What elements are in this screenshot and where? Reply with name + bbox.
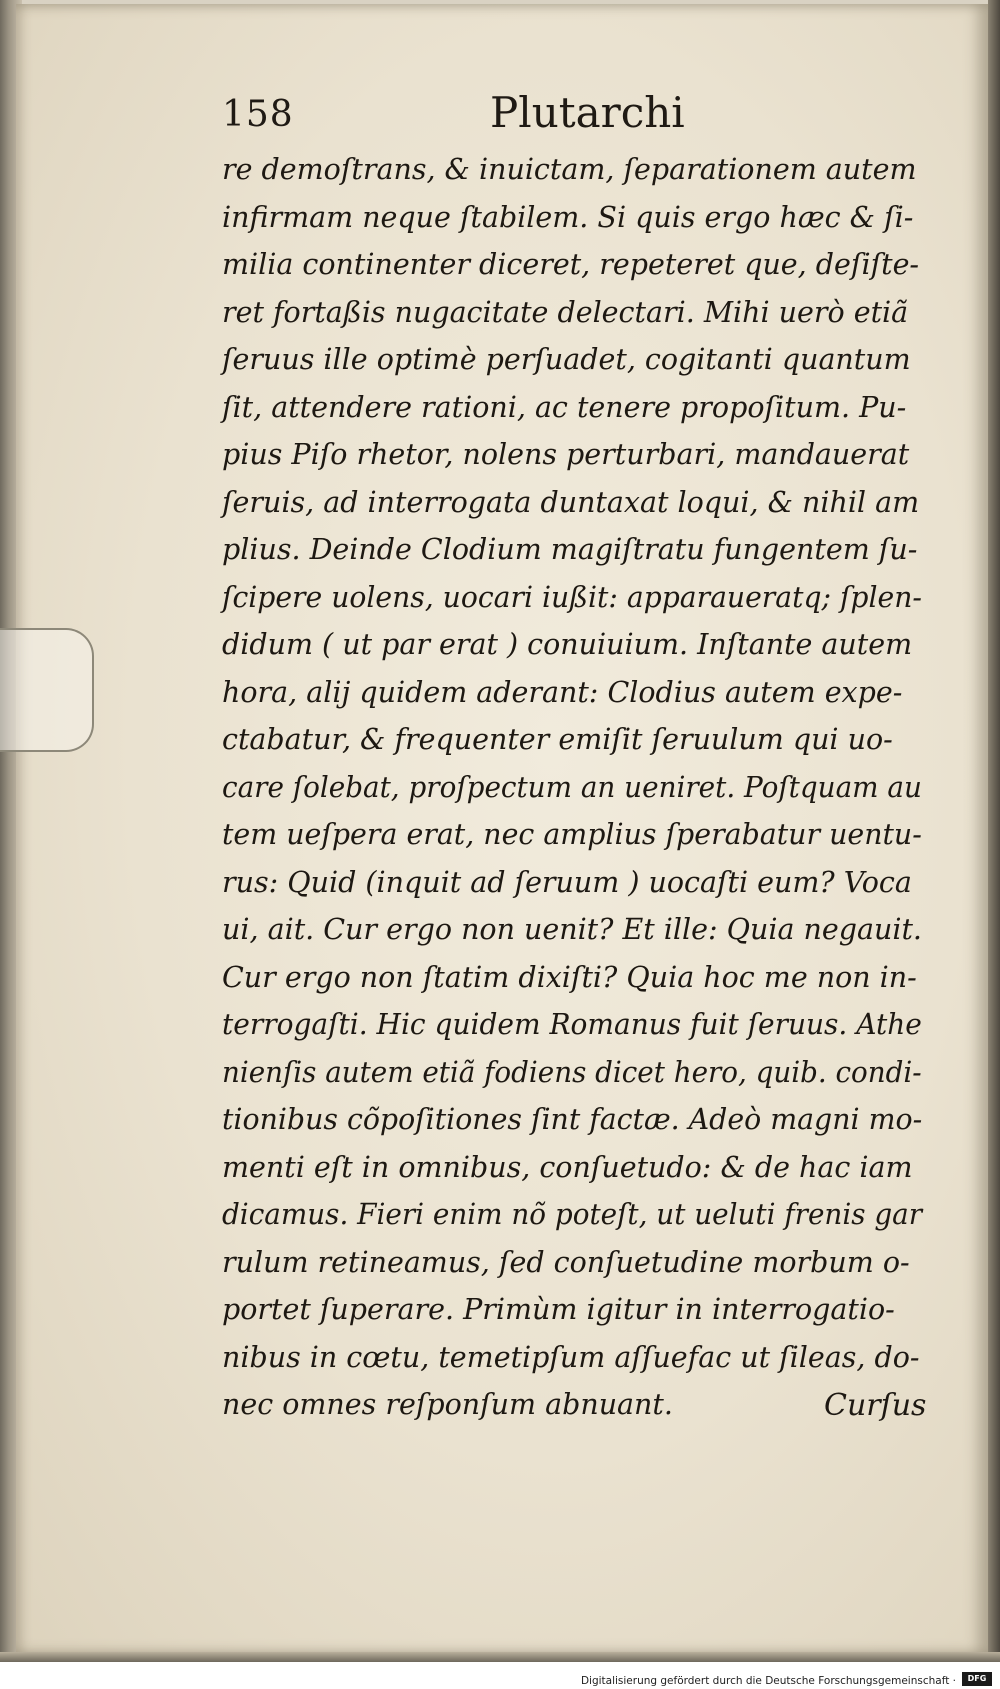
text-line: ui, ait. Cur ergo non uenit? Et ille: Quia negauit. [222, 913, 922, 946]
page-header [220, 88, 920, 148]
text-line: tem ueſpera erat, nec amplius ſperabatur uentu- [222, 818, 922, 851]
digitization-credit-bar [0, 1662, 1000, 1689]
text-line: didum ( ut par erat ) conuiuium. Inſtante autem [222, 628, 913, 661]
text-line: Cur ergo non ſtatim dixiſti? Quia hoc me non in- [222, 960, 917, 994]
page-clip-tab [0, 628, 94, 752]
page-bottom-edge [0, 1652, 1000, 1662]
text-line: ſeruis, ad interrogata duntaxat loqui, & nihil am [222, 485, 920, 519]
text-line: rulum retineamus, ſed conſuetudine morbum o- [222, 1245, 910, 1279]
text-line: ſcipere uolens, uocari iußit: apparaueratq; ſplen- [222, 580, 922, 614]
text-line: terrogaſti. Hic quidem Romanus fuit ſeruus. Athe [222, 1008, 922, 1041]
dfg-logo-icon: DFG [962, 1672, 992, 1686]
text-line: hora, alij quidem aderant: Clodius autem expe- [222, 675, 903, 709]
page-right-shadow [988, 0, 1000, 1660]
text-line: ret fortaßis nugacitate delectari. Mihi uerò etiã [222, 295, 909, 329]
page-number: 158 [222, 94, 294, 135]
text-line: tionibus cõpoſitiones ſint factæ. Adeò magni mo- [222, 1103, 923, 1136]
text-line: portet ſuperare. Primùm igitur in interrogatio- [222, 1293, 895, 1326]
text-line: plius. Deinde Clodium magiſtratu fungentem ſu- [222, 533, 918, 566]
text-line: rus: Quid (inquit ad ſeruum ) uocaſti eum? Voca [222, 865, 912, 899]
text-line: dicamus. Fieri enim nõ poteſt, ut ueluti frenis gar [222, 1198, 923, 1231]
text-line: infirmam neque ſtabilem. Si quis ergo hæc & ſi- [222, 200, 914, 234]
text-line: ſit, attendere rationi, ac tenere propoſitum. Pu- [222, 390, 907, 424]
running-head: Plutarchi [490, 88, 685, 137]
body-text [222, 146, 922, 1429]
text-line: nibus in cœtu, temetipſum aſſuefac ut ſileas, do- [222, 1340, 920, 1374]
digitization-credit: Digitalisierung gefördert durch die Deutsche Forschungsgemeinschaft · [580, 1675, 956, 1687]
text-line: re demoſtrans, & inuictam, ſeparationem autem [222, 153, 917, 186]
text-line: menti eſt in omnibus, conſuetudo: & de hac iam [222, 1150, 913, 1184]
text-line: nienſis autem etiã fodiens dicet hero, quib. condi- [222, 1055, 922, 1089]
text-line: ſeruus ille optimè perſuadet, cogitanti quantum [222, 343, 911, 376]
catchword: Curſus [824, 1388, 927, 1423]
text-line: care ſolebat, proſpectum an ueniret. Poſtquam au [222, 770, 922, 804]
text-line: nec omnes reſponſum abnuant. [222, 1388, 673, 1421]
text-line: pius Piſo rhetor, nolens perturbari, mandauerat [222, 438, 910, 471]
text-line: ctabatur, & frequenter emiſit ſeruulum qui uo- [222, 723, 893, 756]
text-line: milia continenter diceret, repeteret que, deſiſte- [222, 248, 920, 281]
